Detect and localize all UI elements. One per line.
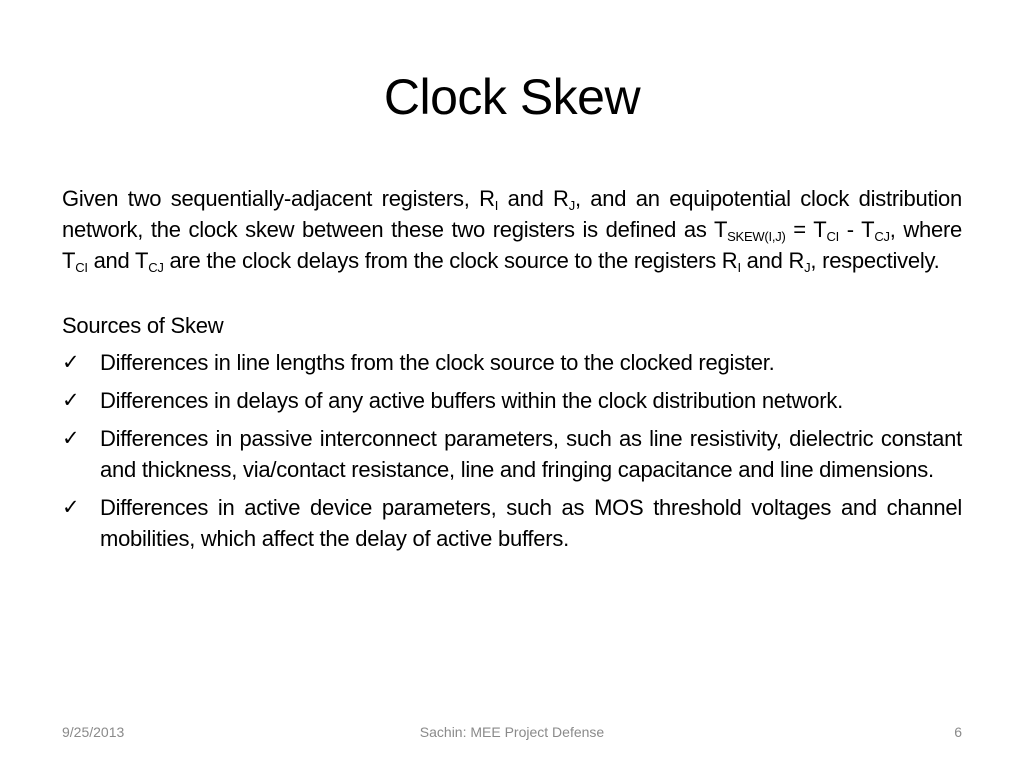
intro-text-1: Given two sequentially-adjacent registers, R [62, 186, 495, 211]
subscript-cj-2: CJ [148, 260, 164, 275]
intro-text-2: and R [498, 186, 569, 211]
footer-title: Sachin: MEE Project Defense [419, 724, 605, 740]
list-item [62, 385, 962, 416]
list-item-text: Differences in active device parameters, such as MOS threshold voltages and channel mobilities, which affect the delay of active buffers. [100, 495, 962, 551]
intro-text-10: , respectively. [810, 248, 940, 273]
intro-text-4: = T [785, 217, 827, 242]
subscript-i-2: I [737, 260, 741, 275]
intro-paragraph [62, 183, 962, 276]
slide-body [62, 183, 962, 561]
list-item-text: Differences in passive interconnect parameters, such as line resistivity, dielectric constant and thickness, via/contact resistance, line and fringing capacitance and line dimensions. [100, 426, 962, 482]
subscript-ci: CI [826, 229, 839, 244]
list-item-text: Differences in delays of any active buffers within the clock distribution network. [100, 388, 843, 413]
intro-text-6: , where T [62, 217, 962, 273]
list-item-text: Differences in line lengths from the clock source to the clocked register. [100, 350, 775, 375]
slide-title: Clock Skew [383, 69, 641, 125]
checkmark-icon: ✓ [62, 350, 80, 374]
checkmark-icon: ✓ [62, 426, 80, 450]
subscript-cj: CJ [874, 229, 890, 244]
intro-text-5: - T [838, 217, 875, 242]
subscript-j-2: J [804, 260, 811, 275]
subscript-skew: SKEW(I,J) [727, 229, 786, 244]
intro-text-8: are the clock delays from the clock source to the registers R [163, 248, 738, 273]
footer-date: 9/25/2013 [62, 724, 125, 740]
list-item [62, 347, 962, 378]
subscript-j: J [568, 198, 575, 213]
page-number: 6 [954, 724, 962, 740]
list-item [62, 492, 962, 554]
list-item [62, 423, 962, 485]
subscript-ci-2: CI [75, 260, 88, 275]
checkmark-icon: ✓ [62, 495, 80, 519]
subscript-i: I [494, 198, 499, 213]
intro-text-9: and R [740, 248, 805, 273]
sources-heading: Sources of Skew [62, 313, 224, 338]
checkmark-icon: ✓ [62, 388, 80, 412]
intro-text-7: and T [87, 248, 149, 273]
sources-list [62, 347, 962, 554]
intro-text-3: , and an equipotential clock distribution network, the clock skew between these two registers is defined as T [62, 186, 962, 242]
